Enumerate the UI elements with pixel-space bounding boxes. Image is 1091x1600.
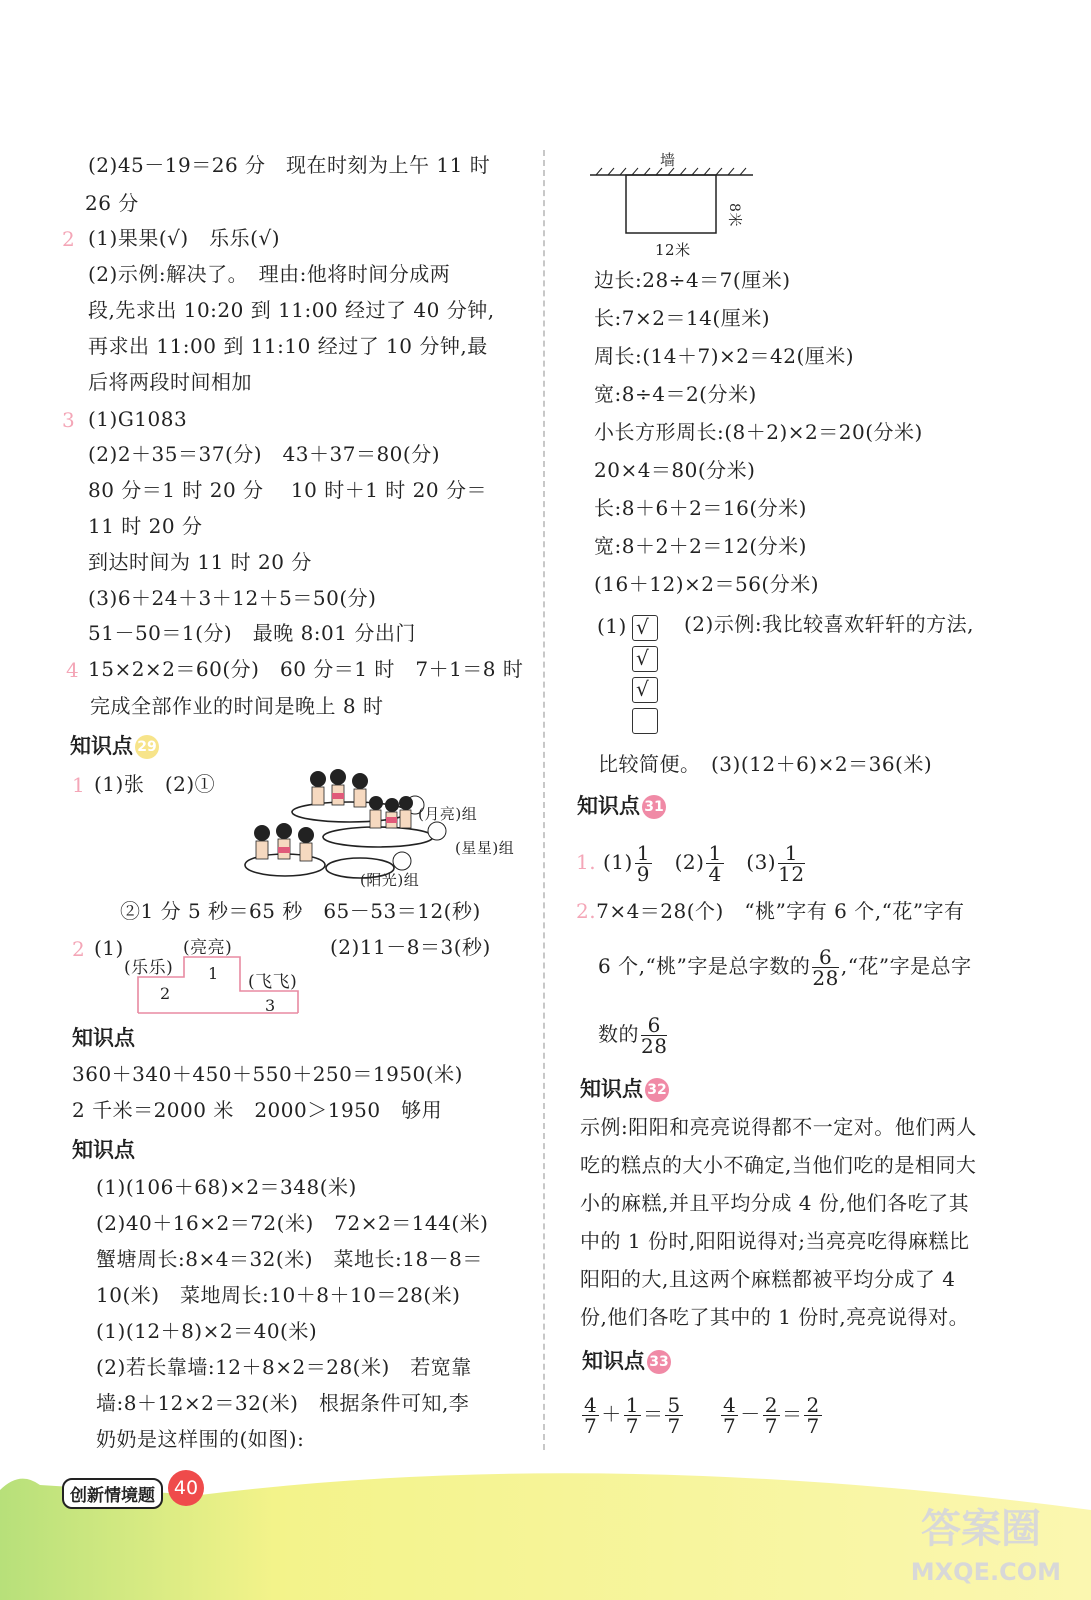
footer-label: 创新情境题 <box>62 1478 163 1509</box>
line: 10(米) 菜地周长:10＋8＋10＝28(米) <box>96 1283 461 1307</box>
line: 小长方形周长:(8＋2)×2＝20(分米) <box>594 420 923 444</box>
watermark: 答案圈 <box>921 1506 1041 1552</box>
line: 26 分 <box>85 191 139 215</box>
line: (1) <box>94 936 124 960</box>
line: 周长:(14＋7)×2＝42(厘米) <box>594 344 855 368</box>
line: 完成全部作业的时间是晚上 8 时 <box>90 694 384 718</box>
line: ②1 分 5 秒＝65 秒 65－53＝12(秒) <box>120 899 481 923</box>
line: 6 个,“桃”字是总字数的 $\frac{6}{28}$ ,“花”字是总字 <box>598 945 972 990</box>
line: (2)示例:解决了。 理由:他将时间分成两 <box>88 262 451 286</box>
item-number: 3 <box>62 408 76 432</box>
line: 边长:28÷4＝7(厘米) <box>594 268 791 292</box>
line: 51－50＝1(分) 最晚 8:01 分出门 <box>88 621 416 645</box>
podium-name: (乐乐) <box>124 958 174 978</box>
line: 示例:阳阳和亮亮说得都不一定对。他们两人 <box>580 1115 977 1139</box>
line: 宽:8÷4＝2(分米) <box>594 382 757 406</box>
line: (2)11－8＝3(秒) <box>330 935 491 959</box>
line: 阳阳的大,且这两个麻糕都被平均分成了 4 <box>580 1267 956 1291</box>
item-number: 4 <box>66 658 80 682</box>
line: 墙:8＋12×2＝32(米) 根据条件可知,李 <box>96 1391 470 1415</box>
watermark: MXQE.COM <box>910 1558 1061 1586</box>
checkbox[interactable]: √ <box>632 677 658 703</box>
line: 蟹塘周长:8×4＝32(米) 菜地长:18－8＝ <box>96 1247 483 1271</box>
line: 后将两段时间相加 <box>88 370 252 394</box>
section-badge: 29 <box>135 735 159 759</box>
line: 80 分＝1 时 20 分 10 时＋1 时 20 分＝ <box>88 478 487 502</box>
line: 20×4＝80(分米) <box>594 458 756 482</box>
line: 长:8＋6＋2＝16(分米) <box>594 496 807 520</box>
line: 15×2×2＝60(分) 60 分＝1 时 7＋1＝8 时 <box>88 657 524 681</box>
line: 段,先求出 10:20 到 11:00 经过了 40 分钟, <box>88 298 495 322</box>
line: 360＋340＋450＋550＋250＝1950(米) <box>72 1062 463 1086</box>
group-label-star: (星星)组 <box>455 839 515 857</box>
line: (2)示例:我比较喜欢轩轩的方法, <box>684 612 974 636</box>
section-heading: 知识点 33 <box>582 1348 671 1374</box>
line: 奶奶是这样围的(如图): <box>96 1427 305 1451</box>
fraction-row: 1. (1) $\frac{1}{9}$ (2) $\frac{1}{4}$ (3) $\frac{1}{12}$ <box>576 841 805 886</box>
line: (2)45－19＝26 分 现在时刻为上午 11 时 <box>88 153 491 177</box>
line: 宽:8＋2＋2＝12(分米) <box>594 534 807 558</box>
line: (1)果果(√) 乐乐(√) <box>88 226 281 250</box>
line: (1)G1083 <box>88 407 188 431</box>
section-heading: 知识点 <box>72 1138 135 1162</box>
line: (2)40＋16×2＝72(米) 72×2＝144(米) <box>96 1211 489 1235</box>
width-label: 8米 <box>725 203 742 227</box>
podium-rank: 2 <box>160 984 171 1003</box>
line: 吃的糕点的大小不确定,当他们吃的是相同大 <box>580 1153 977 1177</box>
line: 长:7×2＝14(厘米) <box>594 306 770 330</box>
podium-name: (飞飞) <box>248 972 298 992</box>
line: (2)2＋35＝37(分) 43＋37＝80(分) <box>88 442 441 466</box>
line: 数的 $\frac{6}{28}$ <box>598 1013 668 1058</box>
line: (1)(12＋8)×2＝40(米) <box>96 1319 318 1343</box>
line: (2)若长靠墙:12＋8×2＝28(米) 若宽靠 <box>96 1355 472 1379</box>
wall-label: 墙 <box>660 151 676 169</box>
section-badge: 32 <box>645 1078 669 1102</box>
line: (1)(106＋68)×2＝348(米) <box>96 1175 357 1199</box>
checkbox[interactable]: √ <box>632 646 658 672</box>
line: 到达时间为 11 时 20 分 <box>88 550 312 574</box>
section-badge: 33 <box>647 1350 671 1374</box>
podium-rank: 1 <box>208 964 219 983</box>
line: (16＋12)×2＝56(分米) <box>594 572 820 596</box>
equation-row: $\frac{4}{7}$ ＋ $\frac{1}{7}$ ＝ $\frac{5}{7}$ $\frac{4}{7}$ － $\frac{2}{7}$ ＝ $\frac{2}{7}$ <box>584 1393 820 1438</box>
section-heading: 知识点 31 <box>577 793 666 819</box>
checkbox[interactable]: √ <box>632 615 658 641</box>
group-label-moon: (月亮)组 <box>418 805 478 823</box>
group-label-sun: (阳光)组 <box>360 871 420 889</box>
section-badge: 31 <box>642 795 666 819</box>
item-number: 1 <box>72 773 86 797</box>
line: 中的 1 份时,阳阳说得对;当亮亮吃得麻糕比 <box>580 1229 970 1253</box>
line: 份,他们各吃了其中的 1 份时,亮亮说得对。 <box>580 1305 970 1329</box>
checkbox[interactable] <box>632 708 658 734</box>
line: (1)张 (2)① <box>94 772 216 796</box>
column-divider <box>543 150 545 1450</box>
item-number: 2 <box>72 937 86 961</box>
section-heading: 知识点 <box>72 1026 135 1050</box>
section-heading: 知识点 29 <box>70 733 159 759</box>
line: 2 千米＝2000 米 2000＞1950 够用 <box>72 1098 443 1122</box>
line: (3)6＋24＋3＋12＋5＝50(分) <box>88 586 377 610</box>
line: 比较简便。 (3)(12＋6)×2＝36(米) <box>598 752 933 776</box>
section-heading: 知识点 32 <box>580 1076 669 1102</box>
item-number: 2 <box>62 227 76 251</box>
line: 再求出 11:00 到 11:10 经过了 10 分钟,最 <box>88 334 488 358</box>
podium-rank: 3 <box>265 996 276 1015</box>
line: 小的麻糕,并且平均分成 4 份,他们各吃了其 <box>580 1191 970 1215</box>
line: 2.7×4＝28(个) “桃”字有 6 个,“花”字有 <box>576 899 965 923</box>
page-number: 40 <box>168 1470 204 1506</box>
podium-name: (亮亮) <box>183 938 233 958</box>
line: (1) <box>597 614 627 638</box>
line: 11 时 20 分 <box>88 514 203 538</box>
length-label: 12米 <box>655 241 691 259</box>
